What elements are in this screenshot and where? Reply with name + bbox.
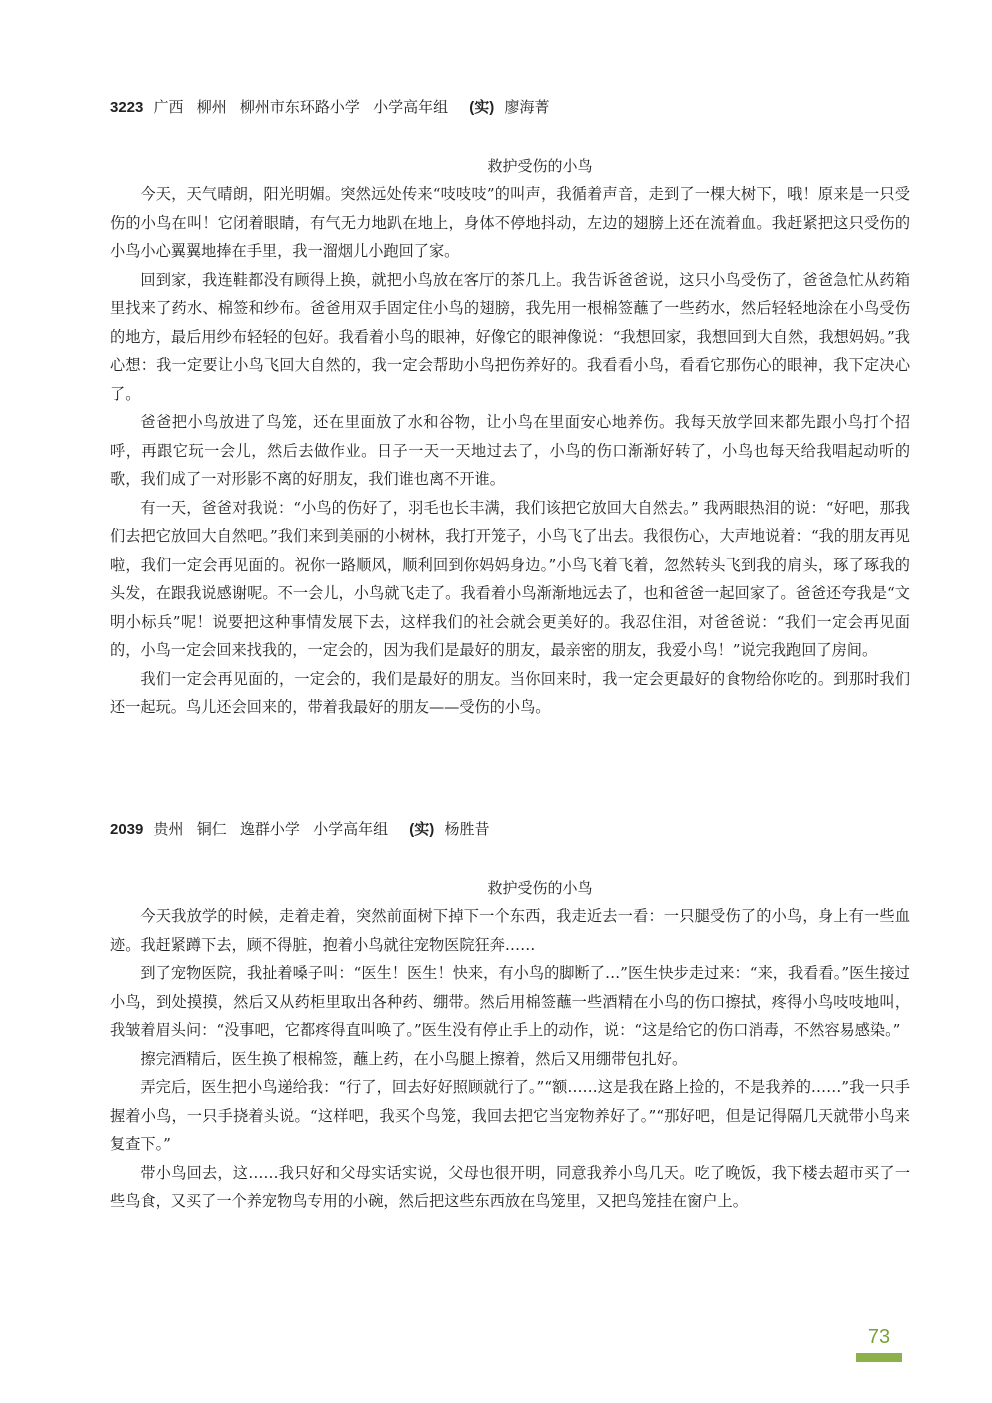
entry-header xyxy=(110,98,910,118)
entry-number: 3223 xyxy=(110,99,144,116)
essay-paragraph: 带小鸟回去，这……我只好和父母实话实说，父母也很开明，同意我养小鸟几天。吃了晚饭，我下楼去超市买了一些鸟食，又买了一个养宠物鸟专用的小碗，然后把这些东西放在鸟笼里，又把鸟笼挂在窗户上。 xyxy=(110,1163,910,1210)
page-number-bar xyxy=(856,1353,902,1362)
essay-title: 救护受伤的小鸟 xyxy=(487,879,593,897)
essay-paragraph: 到了宠物医院，我扯着嗓子叫：“医生！医生！快来，有小鸟的脚断了…”医生快步走过来：“来，我看看。”医生接过小鸟，到处摸摸，然后又从药柜里取出各种药、绷带。然后用棉签蘸一些酒精在小鸟的伤口擦拭，疼得小鸟吱吱地叫，我皱着眉头问：“没事吧，它都疼得直叫唤了。”医生没有停止手上的动作，说：“这是给它的伤口消毒，不然容易感染。” xyxy=(110,964,910,1039)
entry-city: 铜仁 xyxy=(196,821,227,838)
essay-paragraph: 今天，天气晴朗，阳光明媚。突然远处传来“吱吱吱”的叫声，我循着声音，走到了一棵大树下，哦！原来是一只受伤的小鸟在叫！它闭着眼睛，有气无力地趴在地上，身体不停地抖动，左边的翅膀上还在流着血。我赶紧把这只受伤的小鸟小心翼翼地捧在手里，我一溜烟儿小跑回了家。 xyxy=(110,185,910,260)
entry-tag: (实) xyxy=(409,821,435,838)
entry-author: 杨胜昔 xyxy=(444,821,490,838)
essay-title: 救护受伤的小鸟 xyxy=(487,157,593,175)
entry-school: 逸群小学 xyxy=(239,821,300,838)
essay-entry xyxy=(110,98,910,722)
entry-header xyxy=(110,820,910,840)
essay-paragraph: 擦完酒精后，医生换了根棉签，蘸上药，在小鸟腿上擦着，然后又用绷带包扎好。 xyxy=(140,1049,688,1068)
entry-group: 小学高年组 xyxy=(373,99,449,116)
essay-paragraph: 有一天，爸爸对我说：“小鸟的伤好了，羽毛也长丰满，我们该把它放回大自然去。” 我两眼热泪的说：“好吧，那我们去把它放回大自然吧。”我们来到美丽的小树林，我打开笼子，小鸟飞了出去。我很伤心，大声地说着：“我的朋友再见啦，我们一定会再见面的。祝你一路顺风，顺利回到你妈妈身边。”小鸟飞着飞着，忽然转头飞到我的肩头，琢了琢我的头发，在跟我说感谢呢。不一会儿，小鸟就飞走了。我看着小鸟渐渐地远去了，也和爸爸一起回家了。爸爸还夸我是“文明小标兵”呢！说要把这种事情发展下去，这样我们的社会就会更美好的。我忍住泪，对爸爸说：“我们一定会再见面的，小鸟一定会回来找我的，一定会的，因为我们是最好的朋友，最亲密的朋友，我爱小鸟！”说完我跑回了房间。 xyxy=(110,498,910,659)
essay-paragraph: 我们一定会再见面的，一定会的，我们是最好的朋友。当你回来时，我一定会更最好的食物给你吃的。到那时我们还一起玩。鸟儿还会回来的，带着我最好的朋友——受伤的小鸟。 xyxy=(110,669,910,716)
entry-number: 2039 xyxy=(110,821,144,838)
essay-paragraph: 回到家，我连鞋都没有顾得上换，就把小鸟放在客厅的茶几上。我告诉爸爸说，这只小鸟受伤了，爸爸急忙从药箱里找来了药水、棉签和纱布。爸爸用双手固定住小鸟的翅膀，我先用一根棉签蘸了一些药水，然后轻轻地涂在小鸟受伤的地方，最后用纱布轻轻的包好。我看着小鸟的眼神，好像它的眼神像说：“我想回家，我想回到大自然，我想妈妈。”我心想：我一定要让小鸟飞回大自然的，我一定会帮助小鸟把伤养好的。我看看小鸟，看看它那伤心的眼神，我下定决心了。 xyxy=(110,270,910,403)
entry-group: 小学高年组 xyxy=(313,821,389,838)
entry-province: 广西 xyxy=(153,99,184,116)
entry-province: 贵州 xyxy=(153,821,184,838)
page-number: 73 xyxy=(867,1326,891,1348)
essay-entry xyxy=(110,820,910,1216)
entry-author: 廖海菁 xyxy=(504,99,550,116)
entry-tag: (实) xyxy=(469,99,495,116)
entry-school: 柳州市东环路小学 xyxy=(239,99,360,116)
entry-city: 柳州 xyxy=(196,99,227,116)
essay-paragraph: 爸爸把小鸟放进了鸟笼，还在里面放了水和谷物，让小鸟在里面安心地养伤。我每天放学回来都先跟小鸟打个招呼，再跟它玩一会儿，然后去做作业。日子一天一天地过去了，小鸟的伤口渐渐好转了，小鸟也每天给我唱起动听的歌，我们成了一对形影不离的好朋友，我们谁也离不开谁。 xyxy=(110,413,910,488)
essay-paragraph: 今天我放学的时候，走着走着，突然前面树下掉下一个东西，我走近去一看：一只腿受伤了的小鸟，身上有一些血迹。我赶紧蹲下去，顾不得脏，抱着小鸟就往宠物医院狂奔…… xyxy=(110,907,910,954)
page-number-badge xyxy=(856,1322,902,1362)
essay-paragraph: 弄完后，医生把小鸟递给我：“行了，回去好好照顾就行了。”“额……这是我在路上捡的，不是我养的……”我一只手握着小鸟，一只手挠着头说。“这样吧，我买个鸟笼，我回去把它当宠物养好了。”“那好吧，但是记得隔几天就带小鸟来复查下。” xyxy=(110,1078,910,1153)
